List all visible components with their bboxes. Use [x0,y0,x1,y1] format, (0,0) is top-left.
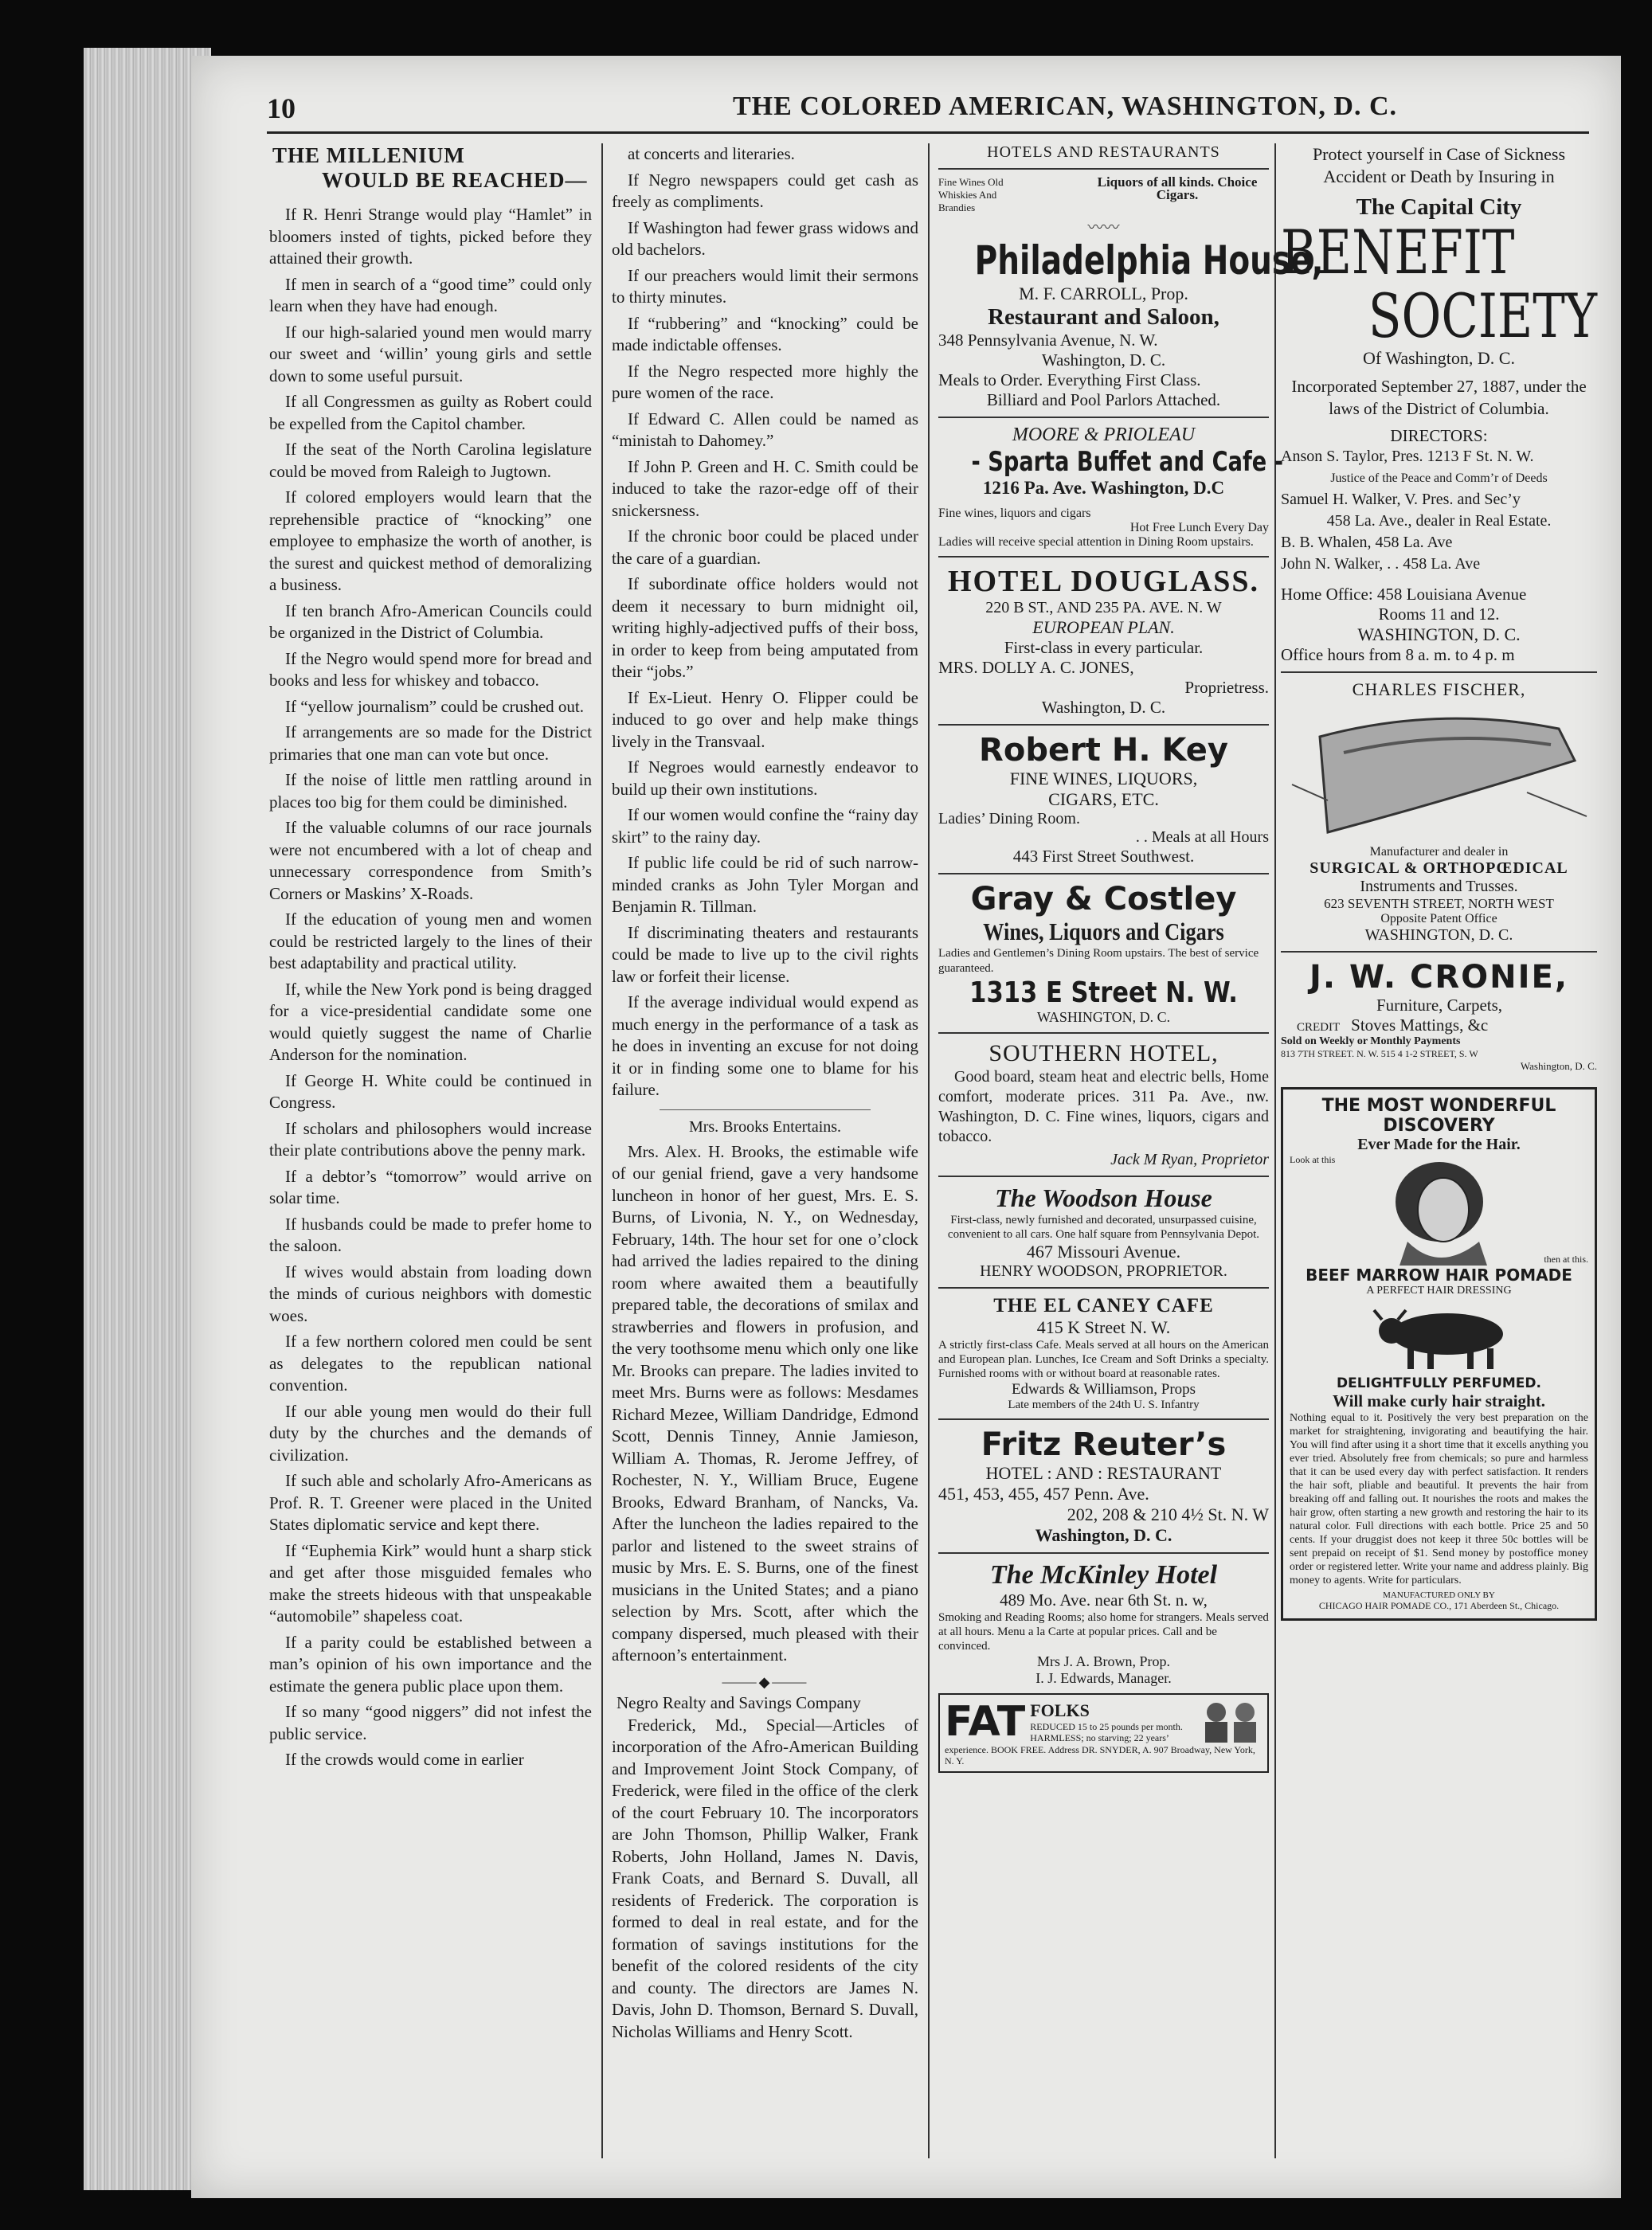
section-title: HOTELS AND RESTAURANTS [987,143,1220,161]
millenium-paragraph: If subordinate office holders would not deem it necessary to burn midnight oil, writing highly-adjectived puffs of their boss, in order to keep from being amputated from their “jobs.” [612,574,918,681]
home-office: Home Office: 458 Louisiana Avenue [1281,585,1527,604]
gray-address: 1313 E Street N. W. [969,976,1238,1009]
ad-gray-costley [938,881,1269,1026]
ad-cronie-furniture [1281,959,1597,1073]
brooks-title: Mrs. Brooks Entertains. [688,1117,842,1136]
director-entry: John N. Walker, . . 458 La. Ave [1281,555,1481,573]
southern-text: Good board, steam heat and electric bells, Home comfort, moderate prices. 311 Pa. Ave., nw. Washington, D. C. Fine wines, liquors, cigars and tobacco. [938,1068,1269,1145]
divider [938,1552,1269,1554]
millenium-paragraph: If Edward C. Allen could be named as “ministah to Dahomey.” [612,409,918,450]
masthead: THE COLORED AMERICAN, WASHINGTON, D. C. [733,92,1398,121]
reuter-name: Fritz Reuter’s [981,1426,1227,1463]
office-rooms: Rooms 11 and 12. [1378,604,1500,624]
article-title: THE MILLENIUM [272,143,465,167]
hair-mfd: MANUFACTURED ONLY BY [1383,1590,1495,1600]
douglass-line4: Washington, D. C. [1041,698,1166,717]
hair-curly: Will make curly hair straight. [1333,1391,1545,1410]
newspaper-page [191,56,1621,2198]
millenium-paragraph: If “yellow journalism” could be crushed out. [285,696,584,716]
sparta-name: - Sparta Buffet and Cafe - [971,446,1283,478]
millenium-paragraph: If a debtor’s “tomorrow” would arrive on solar time. [269,1166,592,1207]
millenium-paragraph: If our preachers would limit their sermons to thirty minutes. [612,265,918,307]
ad-philadelphia-house: Fine Wines Old Whiskies And Brandies Liquors of all kinds. Choice Cigars. 〰〰 Philadelphia House, M. F. CARROLL, Prop. Restaurant and Saloon, 348 Pennsylvania Avenue, N. W. Washington, D. C. Meals to Order. Everything First Class. Billiard and Pool Parlors Attached. [938,174,1324,409]
gray-line1: Ladies and Gentlemen’s Dining Room upstairs. The best of service guaranteed. [938,947,1259,975]
sparta-line3: Ladies will receive special attention in Dining Room upstairs. [938,535,1254,549]
page-number: 10 [267,92,296,124]
millenium-paragraph: If public life could be rid of such narrow-minded cranks as John Tyler Morgan and Benjamin R. Tillman. [612,853,918,916]
office-hours: Office hours from 8 a. m. to 4 p. m [1281,645,1515,664]
key-line5: 443 First Street Southwest. [1012,847,1195,866]
hair-perfumed: DELIGHTFULLY PERFUMED. [1336,1375,1541,1391]
millenium-paragraph: If a few northern colored men could be sent as delegates to the republican national convention. [269,1332,592,1395]
director-entry: 458 La. Ave., dealer in Real Estate. [1326,512,1552,530]
divider [660,1109,871,1110]
millenium-paragraph: If George H. White could be continued in Congress. [269,1070,592,1112]
elcaney-props: Edwards & Williamson, Props [1011,1381,1196,1398]
key-line4: . . Meals at all Hours [1135,828,1269,846]
article-title-line2: WOULD BE REACHED— [322,168,588,192]
office-washington: WASHINGTON, D. C. [1357,624,1521,644]
woodson-name: The Woodson House [995,1183,1212,1212]
key-line3: Ladies’ Dining Room. [938,810,1080,827]
benefit-of-washington: Of Washington, D. C. [1363,348,1515,368]
hair-sub: Ever Made for the Hair. [1357,1136,1521,1153]
millenium-paragraph: If the average individual would expend as much energy in the performance of a task as he does in inventing an excuse for not doing it or in finding some one to blame for his failure. [612,992,918,1099]
fischer-line1: SURGICAL & ORTHOPŒDICAL [1309,859,1568,877]
millenium-paragraph: If, while the New York pond is being dragged for a vice-presidential candidate some one would quietly suggest the name of Charlie Anderson for the nomination. [269,979,592,1064]
phil-city: Washington, D. C. [1041,350,1166,370]
douglass-line3: Proprietress. [1184,678,1269,697]
column-rule [601,143,603,2158]
millenium-paragraph: If our high-salaried yound men would marry our sweet and ‘willin’ young girls and settle down to some useful pursuit. [269,322,592,385]
divider [938,1176,1269,1177]
header-rule [267,131,1589,134]
benefit-protect: Protect yourself in Case of Sickness Accident or Death by Insuring in [1312,144,1566,186]
millenium-paragraph: If such able and scholarly Afro-Americans as Prof. R. T. Greener were placed in the United States diplomatic service and kept there. [269,1471,592,1534]
millenium-paragraph: If the noise of little men rattling around in places too big for them could be diminished. [269,770,592,812]
sparta-address: 1216 Pa. Ave. Washington, D.C [982,478,1225,498]
divider [1281,951,1597,953]
phil-meals: Meals to Order. Everything First Class. [938,370,1201,389]
millenium-paragraph: If “Euphemia Kirk” would hunt a sharp stick and get after those misguided females who make the streets hideous with that unspeakable “automobile” shapeless coat. [269,1540,592,1626]
millenium-paragraph: If ten branch Afro-American Councils could be organized in the District of Columbia. [269,601,592,642]
divider [938,417,1269,418]
millenium-paragraph: If Ex-Lieut. Henry O. Flipper could be induced to go over and help make things lively in the Transvaal. [612,687,918,751]
woodson-prop: HENRY WOODSON, PROPRIETOR. [980,1262,1227,1280]
gray-sub: Wines, Liquors and Cigars [983,917,1224,945]
column-rule [928,143,930,2158]
millenium-paragraph: If arrangements are so made for the District primaries that one man can vote but once. [269,722,592,764]
southern-name: SOUTHERN HOTEL, [988,1040,1219,1066]
hair-pomade: BEEF MARROW HAIR POMADE [1306,1266,1572,1285]
millenium-paragraph: If the chronic boor could be placed under the care of a guardian. [612,526,918,568]
elcaney-late: Late members of the 24th U. S. Infantry [1008,1399,1200,1411]
cronie-line5: Washington, D. C. [1520,1060,1597,1072]
article-body-continued [612,143,918,1101]
reuter-line4: Washington, D. C. [1035,1525,1172,1545]
ad-mckinley-hotel [938,1560,1269,1687]
phil-small-left: Fine Wines Old Whiskies And Brandies [938,176,1004,213]
divider [938,168,1269,170]
douglass-name: HOTEL DOUGLASS. [947,565,1260,598]
hair-text: Nothing equal to it. Positively the very best preparation on the market for straightening, invigorating and beautifying the hair. You will find after using it a short time that it excells anything you ever tried. Absolutely free from chemicals; so pure and harmless that it can be used every day with perfect satisfaction. It renders the hair soft, pliable and beautiful. It prevents the hair from breaking off and falling out. It nourishes the roots and makes the hair grow, often starting a new growth and restoring the hair to its natural color. Full directions with each bottle. Price 25 and 50 cents. If your druggist does not keep it three 50c bottles will be sent prepaid on receipt of $1. Send money by postoffice money order or registered letter. Write your name and address plainly. Big money to agents. Write for particulars. [1290,1412,1588,1586]
mckinley-text: Smoking and Reading Rooms; also home for strangers. Meals served at all hours. Menu a la Carte at popular prices. Call and be convinced. [938,1611,1269,1653]
cronie-line2: Stoves Mattings, &c [1351,1015,1489,1035]
millenium-paragraph: If Negro newspapers could get cash as freely as compliments. [612,170,918,211]
millenium-paragraph: If scholars and philosophers would increase their plate contributions above the penny mark. [269,1118,592,1160]
fischer-line4: Opposite Patent Office [1380,912,1497,925]
cronie-line3: Sold on Weekly or Monthly Payments [1281,1035,1461,1047]
reuter-line2: 451, 453, 455, 457 Penn. Ave. [938,1484,1149,1504]
column-articles [612,143,918,2047]
southern-prop: Jack M Ryan, Proprietor [1110,1151,1269,1168]
realty-article: Frederick, Md., Special—Articles of incorporation of the Afro-American Building and Improvement Joint Stock Company, of Frederick, were filed in the office of the clerk of the court February 10. The incorporators are John Thomson, Phillip Walker, Frank Roberts, John Holland, James N. Davis, Frank Coats, and Bernard S. Duvall, all residents of Frederick. The corporation is formed to deal in real estate, and for the formation of savings institutions for the benefit of the colored residents of the city and county. The directors are James N. Davis, John D. Thomson, Bernard S. Duvall, Nicholas Williams and Henry Scott. [612,1715,918,2041]
millenium-paragraph: If Washington had fewer grass widows and old bachelors. [612,217,918,259]
millenium-paragraph: If so many “good niggers” did not infest the public service. [269,1702,592,1743]
sparta-owners: MOORE & PRIOLEAU [1012,424,1196,445]
key-line1: FINE WINES, LIQUORS, [1009,769,1198,788]
fat-reduced: REDUCED 15 to 25 pounds per month. HARMLESS; no starving; 22 years’ [1030,1721,1183,1743]
douglass-line2: MRS. DOLLY A. C. JONES, [938,658,1134,677]
mckinley-name: The McKinley Hotel [989,1560,1218,1590]
realty-title: Negro Realty and Savings Company [617,1692,861,1712]
millenium-paragraph: If all Congressmen as guilty as Robert could be expelled from the Capitol chamber. [269,392,592,433]
woodson-address: 467 Missouri Avenue. [1026,1242,1181,1262]
millenium-paragraph: If discriminating theaters and restaurants could be made to live up to the civil rights law or forfeit their license. [612,922,918,986]
benefit-word: BENEFIT [1281,217,1515,288]
millenium-paragraph: If our able young men would do their full duty by the churches and the demands of civilization. [269,1401,592,1465]
phil-name: Philadelphia House, [974,237,1324,284]
benefit-capital: The Capital City [1356,194,1522,220]
douglass-address: 220 B ST., AND 235 PA. AVE. N. W [985,599,1222,616]
millenium-paragraph: If men in search of a “good time” could only learn when they have had enough. [269,274,592,315]
ad-fritz-reuter [938,1426,1269,1546]
reuter-line3: 202, 208 & 210 4½ St. N. W [1067,1504,1269,1524]
douglass-line1: First-class in every particular. [1004,638,1204,657]
fat-folks: FOLKS [1030,1700,1090,1720]
cronie-name: J. W. CRONIE, [1309,959,1569,996]
ad-hotel-douglass [938,564,1269,718]
ornament-divider: ⸻◆⸻ [721,1673,809,1690]
column-ads-right [1281,143,1597,1621]
ad-charles-fischer [1281,679,1597,945]
director-entry: Justice of the Peace and Comm’r of Deeds [1330,471,1548,485]
elcaney-text: A strictly first-class Cafe. Meals served at all hours on the American and European plan. Lunches, Ice Cream and Soft Drinks a specialty. Furnished rooms with or without board at reasonable rates. [938,1339,1269,1380]
mckinley-prop2: I. J. Edwards, Manager. [1035,1670,1172,1686]
gray-city: WASHINGTON, D. C. [1036,1009,1171,1025]
millenium-paragraph: If the Negro would spend more for bread and books and less for whiskey and tobacco. [269,648,592,690]
millenium-paragraph: If husbands could be made to prefer home to the saloon. [269,1214,592,1255]
director-entry: B. B. Whalen, 458 La. Ave [1281,534,1453,551]
divider [938,1418,1269,1420]
douglass-plan: EUROPEAN PLAN. [1032,617,1175,637]
mckinley-address: 489 Mo. Ave. near 6th St. n. w, [1000,1590,1208,1610]
column-millenium [269,143,592,1775]
millenium-paragraph: If the valuable columns of our race journals were not encumbered with a lot of cheap and unnecessary correspondence from Smith’s Corners or Maskins’ X-Roads. [269,818,592,903]
divider [938,1032,1269,1034]
brooks-article: Mrs. Alex. H. Brooks, the estimable wife of our genial friend, gave a very handsome luncheon in honor of her guest, Mrs. E. S. Burns, of Livonia, N. Y., on Wednesday, February, 14th. The hour set for one o’clock had arrived the ladies repaired to the dining room where awaited them a beautifully prepared table, the decorations of smilax and strawberries and flowers in profusion, and the very toothsome menu which only one like Mr. Brooks can prepare. The ladies invited to meet Mrs. Burns were as follows: Mesdames Richard Mezee, William Dandridge, Edmond Scott, Dennis Tinney, Annie Jamieson, William A. Thomas, R. Jerome Jeffrey, of Rochester, N. Y., William Bruce, Eugene Brooks, Edward Branham, of Nancks, Va. After the luncheon the ladies repaired to the parlor and listened to the sweet strains of music by Mrs. E. S. Burns, one of the finest musicians in the United States; and a piano selection by Mrs. Scott, after which the company dispersed, much pleased with their afternoon’s entertainment. [612,1141,918,1665]
director-entry: Samuel H. Walker, V. Pres. and Sec’y [1281,491,1521,508]
fischer-line3: 623 SEVENTH STREET, NORTH WEST [1324,896,1554,911]
society-word: SOCIETY [1368,280,1597,351]
hair-then: then at this. [1544,1254,1588,1265]
millenium-paragraph: If colored employers would learn that the reprehensible practice of “knocking” one employee to emphasize the worth of another, is the surest and quickest method of demoralizing a business. [269,487,592,594]
article-body [269,204,592,1771]
bull-illustration [1360,1301,1519,1372]
fat-bottom: experience. BOOK FREE. Address DR. SNYDER, A. 907 Broadway, New York, N. Y. [945,1744,1255,1766]
sparta-line2: Hot Free Lunch Every Day [1129,521,1269,534]
millenium-paragraph: If John P. Green and H. C. Smith could be induced to take the razor-edge off of their snickersness. [612,456,918,520]
directors-list [1281,446,1597,575]
truss-illustration [1288,705,1591,840]
millenium-paragraph: If the Negro respected more highly the pure women of the race. [612,361,918,402]
fischer-name: CHARLES FISCHER, [1352,679,1526,699]
millenium-paragraph: If “rubbering” and “knocking” could be made indictable offenses. [612,313,918,354]
benefit-incorporated: Incorporated September 27, 1887, under the laws of the District of Columbia. [1291,377,1587,418]
millenium-paragraph: If Negroes would earnestly endeavor to build up their own institutions. [612,757,918,799]
directors-label: DIRECTORS: [1390,426,1488,445]
fat-big: FAT [945,1698,1026,1746]
sparta-line1: Fine wines, liquors and cigars [938,507,1091,520]
elcaney-address: 415 K Street N. W. [1036,1317,1171,1337]
phil-subtitle: Restaurant and Saloon, [988,304,1219,330]
millenium-paragraph: If the crowds would come in earlier [285,1750,524,1769]
divider [938,724,1269,726]
hair-maker: CHICAGO HAIR POMADE CO., 171 Aberdeen St., Chicago. [1318,1600,1560,1611]
millenium-paragraph: If wives would abstain from loading down the minds of curious neighbors with domestic woes. [269,1262,592,1325]
phil-prop: M. F. CARROLL, Prop. [1019,284,1188,303]
cronie-line1: Furniture, Carpets, [1376,996,1503,1015]
page-header [267,92,1621,147]
ad-fat-folks [938,1693,1269,1773]
millenium-paragraph: at concerts and literaries. [628,144,795,163]
divider [938,556,1269,558]
phil-small-right: Liquors of all kinds. Choice Cigars. [1097,174,1258,202]
ad-el-caney-cafe [938,1295,1269,1412]
ad-woodson-house [938,1183,1269,1281]
divider [1281,671,1597,673]
millenium-paragraph: If the seat of the North Carolina legislature could be moved from Raleigh to Jugtown. [269,440,592,481]
hair-title: THE MOST WONDERFUL DISCOVERY [1321,1096,1556,1136]
millenium-paragraph: If the education of young men and women could be restricted largely to the lines of their best adaptability and practical utility. [269,910,592,972]
ad-hair-pomade [1281,1087,1597,1621]
woodson-text: First-class, newly furnished and decorated, unsurpassed cuisine, convenient to all cars. One half square from Pennsylvania Depot. [947,1214,1260,1241]
millenium-paragraph: If a parity could be established between a man’s opinion of his own importance and the estimate the genera public place upon them. [269,1632,592,1696]
cronie-credit: CREDIT [1297,1021,1341,1034]
hair-look: Look at this [1290,1154,1336,1165]
key-line2: CIGARS, ETC. [1048,789,1159,809]
fischer-line2: Instruments and Trusses. [1360,878,1518,895]
reuter-line1: HOTEL : AND : RESTAURANT [985,1463,1222,1483]
phil-address: 348 Pennsylvania Avenue, N. W. [938,331,1158,350]
millenium-paragraph: If our women would confine the “rainy day skirt” to the rainy day. [612,805,918,847]
cronie-line4: 813 7TH STREET. N. W. 515 4 1-2 STREET, S. W [1281,1048,1478,1059]
elcaney-name: THE EL CANEY CAFE [993,1295,1214,1316]
divider [938,1287,1269,1289]
key-name: Robert H. Key [979,732,1228,769]
divider [938,873,1269,874]
millenium-paragraph: If R. Henri Strange would play “Hamlet” in bloomers insted of tights, picked before they attained their growth. [269,205,592,268]
hair-dressing: A PERFECT HAIR DRESSING [1366,1285,1512,1297]
ad-southern-hotel [938,1040,1269,1169]
director-entry: Anson S. Taylor, Pres. 1213 F St. N. W. [1281,448,1534,465]
gray-name: Gray & Costley [970,881,1237,917]
ad-sparta-buffet [938,424,1283,550]
phil-billiard: Billiard and Pool Parlors Attached. [986,390,1221,409]
mckinley-prop1: Mrs J. A. Brown, Prop. [1036,1653,1171,1669]
fischer-mfr: Manufacturer and dealer in [1369,845,1509,859]
fat-figures-illustration [1199,1700,1262,1744]
ad-robert-key [938,732,1269,867]
fischer-line5: WASHINGTON, D. C. [1364,926,1513,944]
woman-portrait-illustration [1368,1154,1511,1266]
